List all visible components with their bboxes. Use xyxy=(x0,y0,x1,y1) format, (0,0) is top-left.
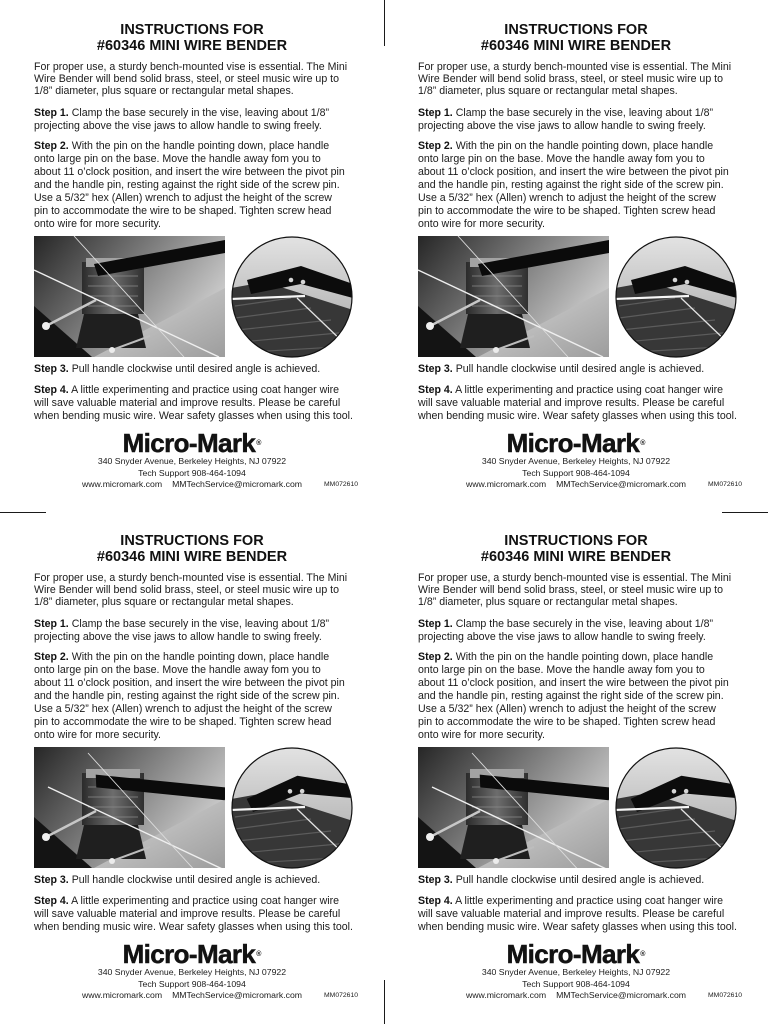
handle-hole xyxy=(301,280,306,285)
step-line: onto large pin on the base. Move the handle away fom you to xyxy=(34,663,321,676)
intro-line: For proper use, a sturdy bench-mounted vise is essential. The Mini xyxy=(34,61,348,73)
step-label: Step 4. xyxy=(34,894,69,907)
micro-mark-logo xyxy=(384,429,768,457)
step-label: Step 4. xyxy=(34,383,69,396)
vise-screw-knob xyxy=(42,833,50,841)
step-label: Step 2. xyxy=(418,139,453,152)
vise-photo xyxy=(418,747,609,868)
step-line: will save valuable material and improve results. Please be careful xyxy=(418,396,725,409)
step-line xyxy=(34,363,320,376)
step-line: onto large pin on the base. Move the handle away fom you to xyxy=(418,663,705,676)
step-line: pin to accommodate the wire to be shaped. Tighten screw head xyxy=(34,715,332,728)
instruction-sheet xyxy=(384,511,768,1023)
step-text: Clamp the base securely in the vise, leaving about 1/8” xyxy=(455,106,714,119)
tech-support: Tech Support 908-464-1094 xyxy=(522,467,630,478)
clamp-screw-knob xyxy=(493,347,499,353)
step-line: projecting above the vise jaws to allow handle to swing freely. xyxy=(34,119,322,132)
address: 340 Snyder Avenue, Berkeley Heights, NJ 07922 xyxy=(481,967,671,977)
step-line: about 11 o’clock position, and insert the wire between the pivot pin xyxy=(34,165,345,178)
step-text: Clamp the base securely in the vise, leaving about 1/8” xyxy=(71,106,330,119)
step-line: pin to accommodate the wire to be shaped. Tighten screw head xyxy=(418,715,716,728)
micro-mark-logo xyxy=(384,940,768,968)
step-label: Step 1. xyxy=(418,106,453,119)
step-line: Use a 5/32” hex (Allen) wrench to adjust the height of the screw xyxy=(34,702,332,715)
step-label: Step 1. xyxy=(34,106,69,119)
step-line xyxy=(418,874,704,887)
website: www.micromark.com xyxy=(465,990,547,1000)
step-1 xyxy=(34,107,329,133)
closeup-photo xyxy=(615,747,737,869)
step-line: onto large pin on the base. Move the handle away fom you to xyxy=(418,152,705,165)
step-line: projecting above the vise jaws to allow handle to swing freely. xyxy=(418,119,706,132)
intro-line: 1/8” diameter, plus square or rectangular metal shapes. xyxy=(34,596,294,608)
tech-support: Tech Support 908-464-1094 xyxy=(138,978,246,989)
address: 340 Snyder Avenue, Berkeley Heights, NJ 07922 xyxy=(481,456,671,466)
step-label: Step 1. xyxy=(418,617,453,630)
step-line xyxy=(34,874,320,887)
registered-mark: ® xyxy=(640,440,646,447)
email: MMTechService@micromark.com xyxy=(556,990,687,1000)
intro-line: 1/8” diameter, plus square or rectangular metal shapes. xyxy=(34,85,294,97)
step-label: Step 1. xyxy=(34,617,69,630)
website: www.micromark.com xyxy=(81,479,163,489)
step-label: Step 2. xyxy=(34,650,69,663)
sheet-copy-top-right xyxy=(384,0,768,512)
step-text: With the pin on the handle pointing down, place handle xyxy=(455,139,714,152)
step-2 xyxy=(34,140,345,231)
step-line: onto wire for more security. xyxy=(34,217,161,230)
closeup-photo xyxy=(615,236,737,358)
intro-line: 1/8” diameter, plus square or rectangular metal shapes. xyxy=(418,85,678,97)
step-line xyxy=(34,651,345,664)
step-text: Pull handle clockwise until desired angle is achieved. xyxy=(71,873,321,886)
intro-paragraph xyxy=(34,572,347,608)
email: MMTechService@micromark.com xyxy=(172,479,303,489)
step-2 xyxy=(34,651,345,742)
step-line xyxy=(418,363,704,376)
title-line-2: #60346 MINI WIRE BENDER xyxy=(96,38,288,54)
sheet-title xyxy=(0,22,384,54)
vise-base xyxy=(76,314,146,348)
clamp-screw-knob xyxy=(109,347,115,353)
step-line xyxy=(34,384,353,397)
step-label: Step 3. xyxy=(34,362,69,375)
handle-hole xyxy=(673,278,678,283)
step-line: when bending music wire. Wear safety glasses when using this tool. xyxy=(418,920,737,933)
step-line: and the handle pin, resting against the right side of the screw pin. xyxy=(34,178,340,191)
step-1 xyxy=(418,107,713,133)
step-text: Clamp the base securely in the vise, leaving about 1/8” xyxy=(455,617,714,630)
step-line: will save valuable material and improve results. Please be careful xyxy=(418,907,725,920)
intro-line: For proper use, a sturdy bench-mounted vise is essential. The Mini xyxy=(418,61,732,73)
website: www.micromark.com xyxy=(465,479,547,489)
step-line: about 11 o’clock position, and insert the wire between the pivot pin xyxy=(418,676,729,689)
instruction-sheet xyxy=(0,0,384,512)
title-line-2: #60346 MINI WIRE BENDER xyxy=(480,38,672,54)
title-line-1: INSTRUCTIONS FOR xyxy=(504,22,648,38)
step-text: With the pin on the handle pointing down, place handle xyxy=(71,650,330,663)
step-line: onto wire for more security. xyxy=(34,728,161,741)
step-text: Clamp the base securely in the vise, leaving about 1/8” xyxy=(71,617,330,630)
vise-screw-knob xyxy=(42,322,50,330)
step-4 xyxy=(418,895,737,934)
step-line: and the handle pin, resting against the right side of the screw pin. xyxy=(418,178,724,191)
step-line xyxy=(418,651,729,664)
step-line: when bending music wire. Wear safety glasses when using this tool. xyxy=(34,409,353,422)
step-3 xyxy=(418,874,704,887)
cut-mark-left xyxy=(0,512,46,513)
step-line xyxy=(418,895,737,908)
sheet-copy-bottom-left xyxy=(0,511,384,1023)
title-line-1: INSTRUCTIONS FOR xyxy=(120,533,264,549)
step-3 xyxy=(34,363,320,376)
step-line xyxy=(34,107,329,120)
document-code: MM072610 xyxy=(324,992,359,999)
step-text: Pull handle clockwise until desired angle is achieved. xyxy=(455,362,705,375)
address: 340 Snyder Avenue, Berkeley Heights, NJ 07922 xyxy=(97,456,287,466)
step-line xyxy=(418,618,713,631)
document-code: MM072610 xyxy=(708,992,743,999)
step-line: pin to accommodate the wire to be shaped. Tighten screw head xyxy=(418,204,716,217)
step-4 xyxy=(34,895,353,934)
step-line: will save valuable material and improve results. Please be careful xyxy=(34,396,341,409)
step-line xyxy=(418,384,737,397)
intro-line: 1/8” diameter, plus square or rectangular metal shapes. xyxy=(418,596,678,608)
step-line: onto wire for more security. xyxy=(418,217,545,230)
step-2 xyxy=(418,140,729,231)
logo-wordmark: Micro-Mark xyxy=(506,428,640,458)
vise-base xyxy=(460,825,530,859)
sheet-title xyxy=(0,533,384,565)
step-text: A little experimenting and practice using coat hanger wire xyxy=(455,894,724,907)
step-label: Step 3. xyxy=(418,873,453,886)
email: MMTechService@micromark.com xyxy=(556,479,687,489)
vise-photo xyxy=(34,747,225,868)
step-4 xyxy=(418,384,737,423)
step-line: when bending music wire. Wear safety glasses when using this tool. xyxy=(418,409,737,422)
step-3 xyxy=(418,363,704,376)
registered-mark: ® xyxy=(256,951,262,958)
document-code: MM072610 xyxy=(708,481,743,488)
step-1 xyxy=(34,618,329,644)
step-line: will save valuable material and improve results. Please be careful xyxy=(34,907,341,920)
step-label: Step 2. xyxy=(418,650,453,663)
step-line: Use a 5/32” hex (Allen) wrench to adjust the height of the screw xyxy=(418,702,716,715)
intro-line: For proper use, a sturdy bench-mounted vise is essential. The Mini xyxy=(34,572,348,584)
step-label: Step 4. xyxy=(418,383,453,396)
clamp-screw-knob xyxy=(109,858,115,864)
step-label: Step 3. xyxy=(34,873,69,886)
registered-mark: ® xyxy=(640,951,646,958)
sheet-title xyxy=(384,533,768,565)
address: 340 Snyder Avenue, Berkeley Heights, NJ 07922 xyxy=(97,967,287,977)
logo-wordmark: Micro-Mark xyxy=(122,428,256,458)
email: MMTechService@micromark.com xyxy=(172,990,303,1000)
closeup-photo xyxy=(231,236,353,358)
sheet-title xyxy=(384,22,768,54)
step-line: and the handle pin, resting against the right side of the screw pin. xyxy=(34,689,340,702)
tech-support: Tech Support 908-464-1094 xyxy=(522,978,630,989)
step-line xyxy=(34,895,353,908)
step-text: With the pin on the handle pointing down, place handle xyxy=(71,139,330,152)
intro-paragraph xyxy=(418,61,731,97)
sheet-copy-top-left xyxy=(0,0,384,512)
cut-mark-right xyxy=(722,512,768,513)
micro-mark-logo xyxy=(0,940,384,968)
title-line-2: #60346 MINI WIRE BENDER xyxy=(96,549,288,565)
logo-wordmark: Micro-Mark xyxy=(506,939,640,969)
step-text: Pull handle clockwise until desired angle is achieved. xyxy=(71,362,321,375)
step-4 xyxy=(34,384,353,423)
title-line-1: INSTRUCTIONS FOR xyxy=(504,533,648,549)
step-label: Step 2. xyxy=(34,139,69,152)
intro-line: Wire Bender will bend solid brass, steel, or steel music wire up to xyxy=(34,73,339,85)
cut-mark-top xyxy=(384,0,385,46)
intro-line: Wire Bender will bend solid brass, steel, or steel music wire up to xyxy=(418,73,723,85)
step-line: about 11 o’clock position, and insert the wire between the pivot pin xyxy=(418,165,729,178)
step-text: A little experimenting and practice using coat hanger wire xyxy=(71,894,340,907)
step-line: onto large pin on the base. Move the handle away fom you to xyxy=(34,152,321,165)
title-line-1: INSTRUCTIONS FOR xyxy=(120,22,264,38)
handle-hole xyxy=(289,278,294,283)
vise-base xyxy=(76,825,146,859)
step-line: onto wire for more security. xyxy=(418,728,545,741)
intro-line: Wire Bender will bend solid brass, steel, or steel music wire up to xyxy=(34,584,339,596)
step-label: Step 3. xyxy=(418,362,453,375)
vise-photo xyxy=(34,236,225,357)
step-line xyxy=(34,618,329,631)
step-line: Use a 5/32” hex (Allen) wrench to adjust the height of the screw xyxy=(418,191,716,204)
vise-screw-knob xyxy=(426,833,434,841)
step-text: A little experimenting and practice using coat hanger wire xyxy=(455,383,724,396)
step-line xyxy=(418,107,713,120)
registered-mark: ® xyxy=(256,440,262,447)
vise-photo xyxy=(418,236,609,357)
step-line: when bending music wire. Wear safety glasses when using this tool. xyxy=(34,920,353,933)
vise-screw-knob xyxy=(426,322,434,330)
step-line xyxy=(34,140,345,153)
logo-wordmark: Micro-Mark xyxy=(122,939,256,969)
step-text: With the pin on the handle pointing down, place handle xyxy=(455,650,714,663)
step-3 xyxy=(34,874,320,887)
tech-support: Tech Support 908-464-1094 xyxy=(138,467,246,478)
step-1 xyxy=(418,618,713,644)
step-line: projecting above the vise jaws to allow handle to swing freely. xyxy=(418,630,706,643)
step-text: Pull handle clockwise until desired angle is achieved. xyxy=(455,873,705,886)
micro-mark-logo xyxy=(0,429,384,457)
step-line: projecting above the vise jaws to allow handle to swing freely. xyxy=(34,630,322,643)
step-line: Use a 5/32” hex (Allen) wrench to adjust the height of the screw xyxy=(34,191,332,204)
instruction-sheet xyxy=(0,511,384,1023)
clamp-screw-knob xyxy=(493,858,499,864)
instruction-sheet xyxy=(384,0,768,512)
intro-paragraph xyxy=(418,572,731,608)
document-code: MM072610 xyxy=(324,481,359,488)
step-2 xyxy=(418,651,729,742)
step-label: Step 4. xyxy=(418,894,453,907)
website: www.micromark.com xyxy=(81,990,163,1000)
sheet-copy-bottom-right xyxy=(384,511,768,1023)
step-text: A little experimenting and practice using coat hanger wire xyxy=(71,383,340,396)
closeup-photo xyxy=(231,747,353,869)
handle-hole xyxy=(685,280,690,285)
vise-base xyxy=(460,314,530,348)
intro-line: Wire Bender will bend solid brass, steel, or steel music wire up to xyxy=(418,584,723,596)
cut-mark-bottom xyxy=(384,980,385,1024)
step-line: pin to accommodate the wire to be shaped. Tighten screw head xyxy=(34,204,332,217)
title-line-2: #60346 MINI WIRE BENDER xyxy=(480,549,672,565)
step-line xyxy=(418,140,729,153)
step-line: and the handle pin, resting against the right side of the screw pin. xyxy=(418,689,724,702)
intro-paragraph xyxy=(34,61,347,97)
step-line: about 11 o’clock position, and insert the wire between the pivot pin xyxy=(34,676,345,689)
intro-line: For proper use, a sturdy bench-mounted vise is essential. The Mini xyxy=(418,572,732,584)
